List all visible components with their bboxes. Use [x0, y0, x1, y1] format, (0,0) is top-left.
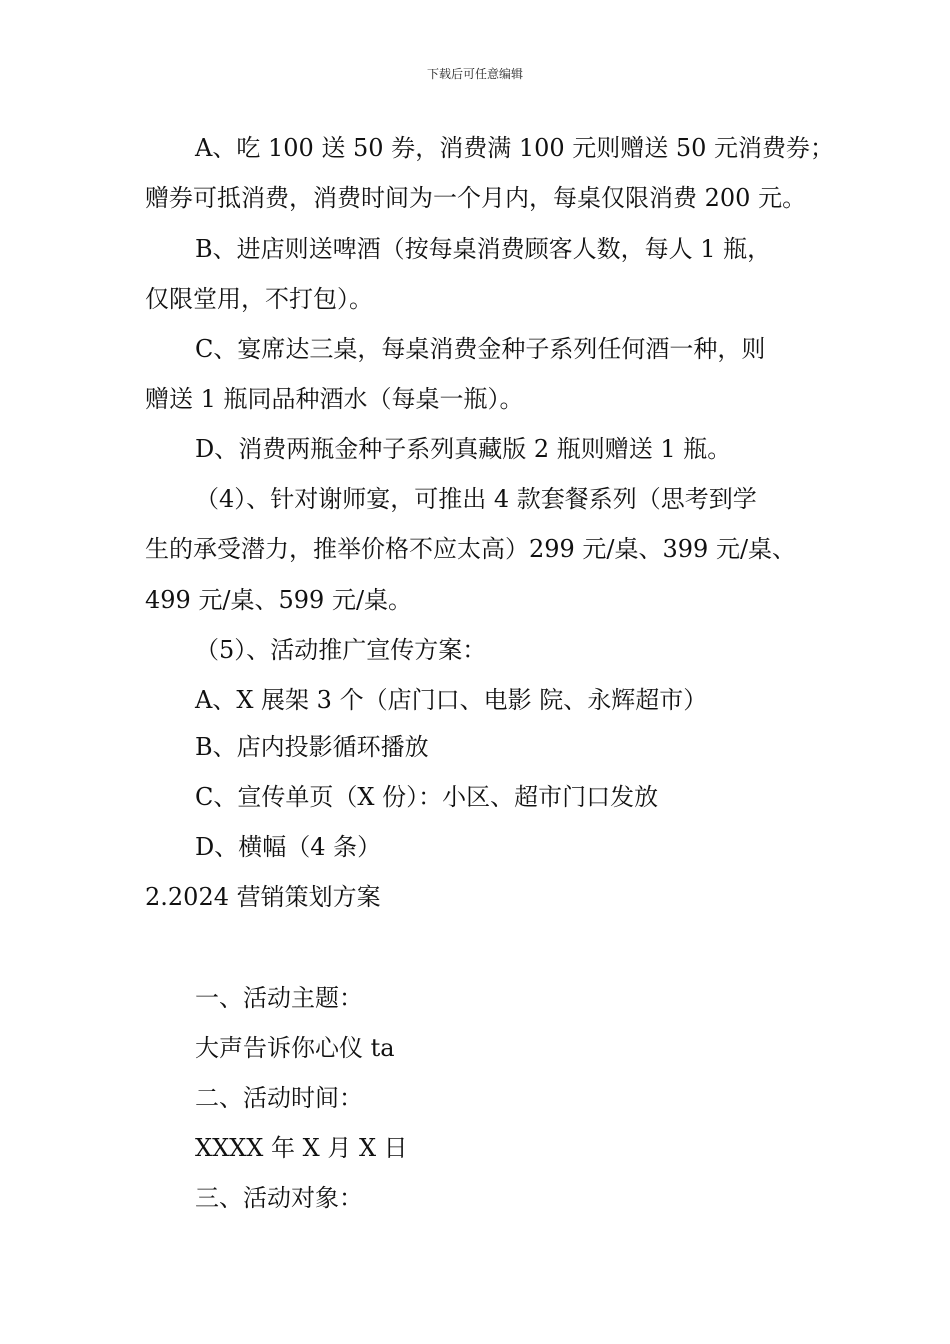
- paragraph-line: 赠送 1 瓶同品种酒水（每桌一瓶）。: [145, 385, 524, 413]
- paragraph-line: 二、活动时间：: [195, 1084, 363, 1112]
- paragraph-line: 499 元/桌、599 元/桌。: [145, 586, 413, 614]
- paragraph-line: D、横幅（4 条）: [195, 833, 382, 861]
- paragraph-line: 大声告诉你心仪 ta: [195, 1034, 395, 1062]
- paragraph-line: （5）、活动推广宣传方案：: [195, 636, 487, 664]
- section-heading: 2.2024 营销策划方案: [145, 883, 381, 911]
- paragraph-line: 生的承受潜力，推举价格不应太高）299 元/桌、399 元/桌、: [145, 535, 797, 563]
- page-header: 下载后可任意编辑: [426, 67, 523, 81]
- paragraph-line: C、宣传单页（X 份）：小区、超市门口发放: [195, 783, 659, 811]
- paragraph-line: A、吃 100 送 50 券，消费满 100 元则赠送 50 元消费券；: [195, 134, 835, 162]
- paragraph-line: A、X 展架 3 个（店门口、电影 院、永辉超市）: [195, 686, 708, 714]
- paragraph-line: 仅限堂用，不打包）。: [145, 285, 373, 313]
- paragraph-line: 三、活动对象：: [195, 1184, 363, 1212]
- paragraph-line: D、消费两瓶金种子系列真藏版 2 瓶则赠送 1 瓶。: [195, 435, 732, 463]
- paragraph-line: （4）、针对谢师宴，可推出 4 款套餐系列（思考到学: [195, 485, 757, 513]
- paragraph-line: B、进店则送啤酒（按每桌消费顾客人数，每人 1 瓶，: [195, 235, 772, 263]
- paragraph-line: XXXX 年 X 月 X 日: [195, 1134, 408, 1162]
- paragraph-line: 赠券可抵消费，消费时间为一个月内，每桌仅限消费 200 元。: [145, 184, 807, 212]
- paragraph-line: C、宴席达三桌，每桌消费金种子系列任何酒一种，则: [195, 335, 766, 363]
- paragraph-line: 一、活动主题：: [195, 984, 363, 1012]
- paragraph-line: B、店内投影循环播放: [195, 733, 429, 761]
